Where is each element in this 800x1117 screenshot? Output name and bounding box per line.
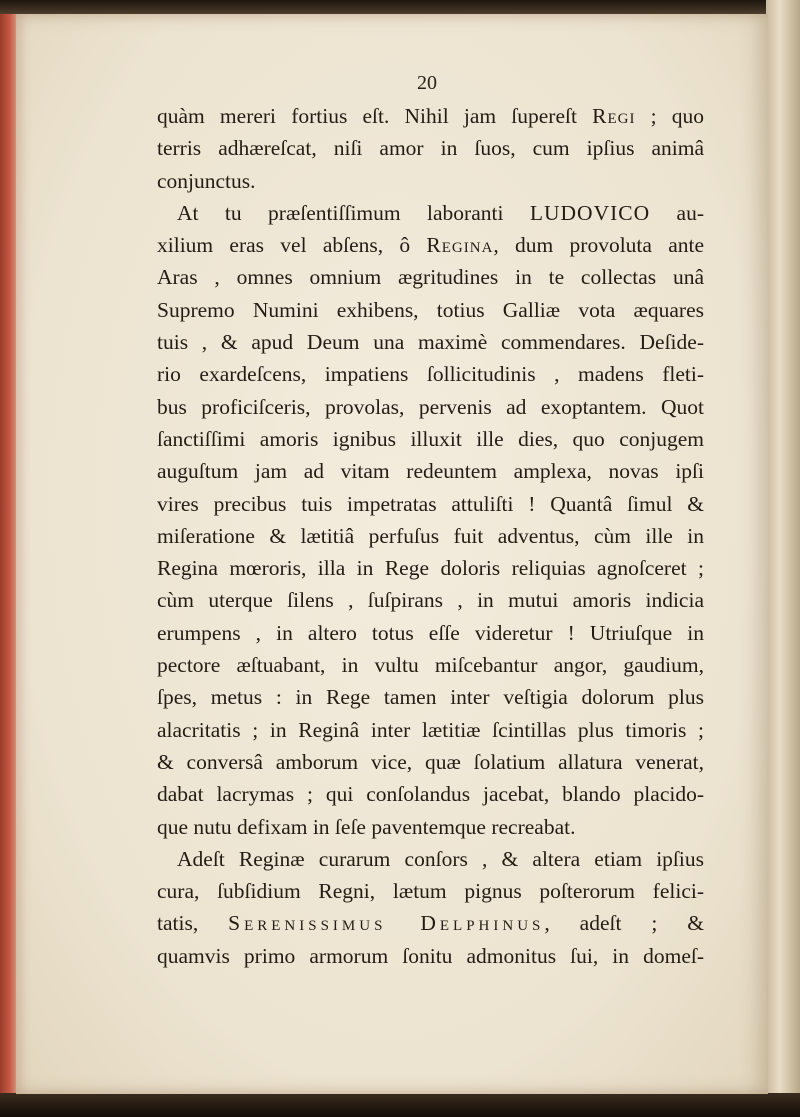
line-text-after: ; quo: [635, 104, 704, 128]
line-text: & conversâ amborum vice, quæ ſolatium allatura venerat,: [157, 749, 704, 774]
text-line: [157, 488, 704, 520]
line-text: conjunctus.: [157, 168, 256, 193]
line-text: At tu præſentiſſimum laboranti: [177, 200, 530, 225]
emphasized-name: Regina: [426, 233, 494, 258]
text-line: [157, 649, 704, 681]
page-number: 20: [417, 72, 437, 94]
text-line: [157, 165, 704, 197]
emphasized-name: LUDOVICO: [529, 200, 651, 225]
text-line: [157, 229, 704, 261]
text-line: [157, 714, 704, 746]
line-text: tatis,: [157, 911, 229, 936]
line-text: bus proficiſceris, provolas, pervenis ad exoptantem. Quot: [157, 394, 704, 419]
text-line: [157, 520, 704, 552]
text-line: [157, 358, 704, 390]
text-line: [157, 294, 704, 326]
text-line: [157, 746, 704, 778]
line-text: Aras , omnes omnium ægritudines in te collectas unâ: [157, 265, 704, 290]
line-text: que nutu defixam in ſeſe paventemque recreabat.: [157, 814, 576, 839]
line-text: Supremo Numini exhibens, totius Galliæ vota æquares: [157, 297, 704, 322]
line-text: Adeſt Reginæ curarum conſors , & altera etiam ipſius: [177, 846, 704, 871]
text-line: [157, 261, 704, 293]
line-text-after: , dum provoluta ante: [493, 233, 705, 258]
text-line: [157, 778, 704, 810]
line-text: cura, ſubſidium Regni, lætum pignus poſterorum felici-: [157, 879, 704, 904]
line-text: terris adhæreſcat, niſi amor in ſuos, cum ipſius animâ: [157, 136, 704, 161]
line-text-after: au-: [650, 200, 705, 225]
line-text: ſanctiſſimi amoris ignibus illuxit ille dies, quo conjugem: [157, 426, 704, 451]
text-line: [157, 584, 704, 616]
emphasized-name: Serenissimus Delphinus: [228, 911, 545, 936]
text-line: [157, 455, 704, 487]
line-text: vires precibus tuis impetratas attuliſti ! Quantâ ſimul &: [157, 491, 704, 516]
emphasized-name: Regi: [592, 104, 636, 128]
line-text: cùm uterque ſilens , ſuſpirans , in mutui amoris indicia: [157, 588, 704, 613]
line-text-after: , adeſt ; &: [544, 911, 704, 936]
text-line: [157, 843, 704, 875]
text-line: [157, 197, 704, 229]
line-text: dabat lacrymas ; qui conſolandus jacebat, blando placido-: [157, 782, 704, 807]
text-line: [157, 875, 704, 907]
line-text: alacritatis ; in Reginâ inter lætitiæ ſcintillas plus timoris ;: [157, 717, 704, 742]
text-line: [157, 100, 704, 132]
text-line: [157, 326, 704, 358]
line-text: tuis , & apud Deum una maximè commendares. Deſide-: [157, 330, 704, 355]
line-text: quàm mereri fortius eſt. Nihil jam ſupereſt: [157, 104, 593, 128]
text-line: [157, 552, 704, 584]
line-text: xilium eras vel abſens, ô: [157, 233, 427, 258]
line-text: pectore æſtuabant, in vultu miſcebantur angor, gaudium,: [157, 653, 704, 678]
text-line: [157, 132, 704, 164]
text-line: [157, 617, 704, 649]
body-text: [157, 100, 704, 972]
line-text: quamvis primo armorum ſonitu admonitus ſui, in domeſ-: [157, 943, 704, 968]
text-line: [157, 907, 704, 939]
text-line: [157, 681, 704, 713]
line-text: ſpes, metus : in Rege tamen inter veſtigia dolorum plus: [157, 685, 704, 710]
line-text: rio exardeſcens, impatiens ſollicitudinis , madens fleti-: [157, 362, 704, 387]
line-text: miſeratione & lætitiâ perfuſus fuit adventus, cùm ille in: [157, 523, 704, 548]
text-line: [157, 940, 704, 972]
next-pages-edge: [766, 0, 800, 1100]
text-line: [157, 811, 704, 843]
line-text: auguſtum jam ad vitam redeuntem amplexa, novas ipſi: [157, 459, 704, 484]
book-bottom-edge: [0, 1093, 800, 1117]
text-line: [157, 423, 704, 455]
text-line: [157, 391, 704, 423]
line-text: erumpens , in altero totus eſſe videretur ! Utriuſque in: [157, 620, 704, 645]
line-text: Regina mœroris, illa in Rege doloris reliquias agnoſceret ;: [157, 556, 704, 581]
